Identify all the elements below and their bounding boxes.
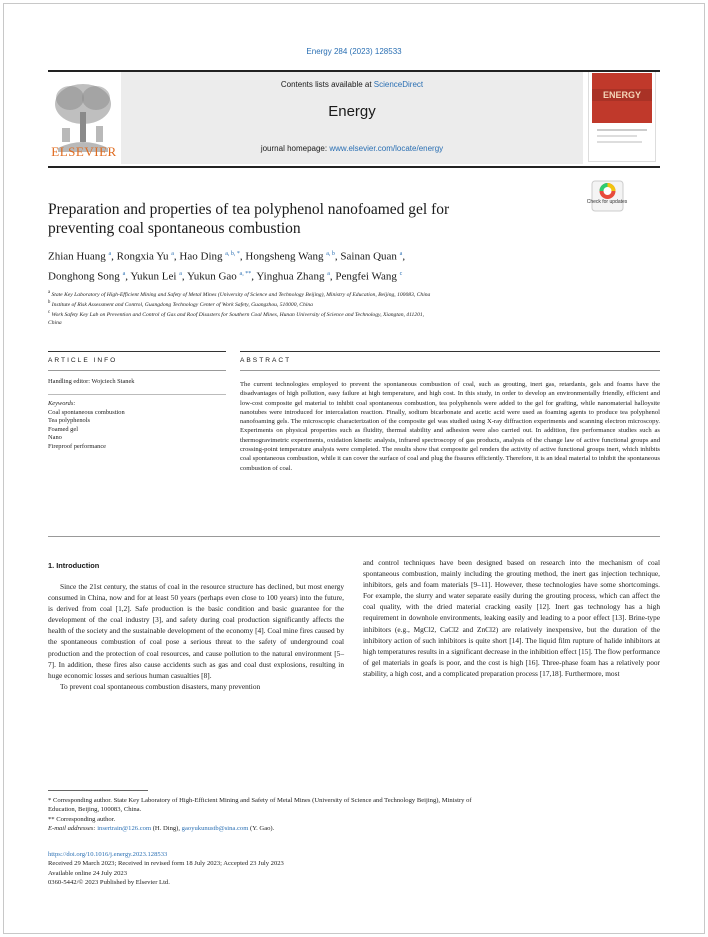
- info-rule-top: [48, 351, 226, 352]
- header-top-rule: [48, 70, 660, 72]
- author-name: Rongxia Yu: [116, 250, 169, 263]
- keyword-item: Coal spontaneous combustion: [48, 408, 125, 416]
- keywords-label: Keywords:: [48, 400, 76, 407]
- intro-left-column: [48, 581, 344, 692]
- journal-citation[interactable]: Energy 284 (2023) 128533: [306, 47, 402, 56]
- footnotes: [48, 796, 660, 834]
- affil-text: State Key Laboratory of High-Efficient Mining and Safety of Metal Mines (University of Science and Technology Beijing), Ministry of Education, Beijing, 100083, China: [51, 291, 431, 298]
- footnote-rule: [48, 790, 148, 791]
- author-affil-mark[interactable]: a: [179, 270, 182, 277]
- author-name: Hao Ding: [179, 250, 223, 263]
- journal-name: Energy: [328, 103, 376, 120]
- title-line-1: Preparation and properties of tea polyphenol nanofoamed gel for: [48, 201, 450, 218]
- keyword-item: Foamed gel: [48, 425, 78, 433]
- copyright: 0360-5442/© 2023 Published by Elsevier Ltd.: [48, 878, 170, 886]
- journal-homepage: [121, 144, 583, 153]
- contents-prefix: Contents lists available at: [280, 80, 374, 89]
- author-affil-mark[interactable]: a: [122, 270, 126, 277]
- abstract-text: The current technologies employed to prevent the spontaneous combustion of coal, such as grouting, inert gas, retardants, gels and foams have the disadvantages of high pollution, easy failure at high temperature, and high cost. In this study, in order to develop an environmentally friendly, efficient and low-cost composite gel material to inhibit coal spontaneous combustion, tea polyphenols were added to the gel for grafting, while nanomaterial halloysite nanotubes were introduced for intercalation reaction. Finally, sodium bicarbonate and acetic acid were used as foaming agents to produce tea polyphenol nanofoaming gels. The microscopic characterization of the composite gel was studied using X-ray diffraction experiments and scanning electron microscopy. Experiments on physical properties such as fluidity, thermal stability and adhesion were also carried out. In addition, fire performance studies such as thermogravimetric experiments, oxidation kinetic analysis, infrared spectroscopy of gas products, analysis of the change law of active functional groups and crossing-point temperature analysis were completed. The results show that composite gel renders the activity of active functional groups inert, which inhibits coal spontaneous combustion, while it can cover the surface of coal and plug the fissures efficiently. Therefore, it is an ideal material to inhibit the spontaneous combustion of coal.: [240, 381, 660, 472]
- email-label: E-mail addresses:: [48, 825, 98, 833]
- author-affil-mark[interactable]: a, b, *: [225, 251, 240, 257]
- keyword-item: Nano: [48, 434, 62, 442]
- keywords-block: [48, 400, 226, 452]
- author-name: Hongsheng Wang: [245, 250, 324, 263]
- affil-text: Institute of Risk Assessment and Control, Guangdong Technology Center of Work Safety, Guangzhou, 510000, China: [51, 302, 313, 309]
- homepage-prefix: journal homepage:: [260, 144, 330, 153]
- author-name: Yukun Lei: [130, 270, 177, 283]
- author-name: Pengfei Wang: [335, 270, 397, 283]
- corresponding-author-2: ** Corresponding author.: [48, 815, 116, 823]
- intro-paragraph-3: and control techniques have been designed based on research into the mechanism of coal spontaneous combustion, mainly including the grouting method, the inert gas injection technique, inhibitors, gels and foam materials [9–11]. However, these technologies have some shortcomings. For example, the slurry and water separate easily during the grouting process, which can affect the coal quality, with the dried material cracking easily [12]. Inert gas technology has a high requirement in downhole environments, leaking easily and leading to a poor effect [13]. Brine-type inhibitors (e.g., MgCl2, CaCl2 and ZnCl2) are relatively inexpensive, but the duration of the inhibitory action of such inhibitors is quite short [14]. The liquid film rupture of halide inhibitors at high temperatures results in a significant decrease in the inhibition effect [15]. The flow performance of gel materials in goafs is poor, and the cost is high [16]. Three-phase foam has a relatively poor stability, a high cost, and a complicated preparation process [17,18]. Furthermore, most: [363, 558, 660, 678]
- cover-art: [589, 71, 655, 161]
- homepage-link[interactable]: www.elsevier.com/locate/energy: [329, 144, 444, 153]
- author-name: Sainan Quan: [340, 250, 397, 263]
- doi-link[interactable]: https://doi.org/10.1016/j.energy.2023.128533: [48, 851, 168, 858]
- author-name: Donghong Song: [48, 270, 120, 283]
- contents-line: [121, 80, 583, 89]
- corresponding-author-1-cont: Education, Beijing, 100083, China.: [48, 806, 142, 814]
- author-affil-mark[interactable]: a: [108, 251, 112, 257]
- email-owner-gao: (Y. Gao).: [248, 825, 275, 833]
- check-for-updates-icon[interactable]: [591, 180, 624, 212]
- affil-mark: b: [48, 300, 51, 306]
- article-info-heading: ARTICLE INFO: [48, 357, 118, 364]
- keyword-item: Tea polyphenols: [48, 417, 90, 425]
- keyword-item: Fireproof performance: [48, 442, 107, 450]
- affil-mark: a: [48, 290, 51, 295]
- intro-paragraph-1: Since the 21st century, the status of coal in the resource structure has declined, but most energy consumed in China, now and for at least 50 years (perhaps even close to 100 years) into the future, is derived from coal [1,2]. Safe production is the basic condition and basic guarantee for the development of the coal industry [3], and safety during coal production significantly affects the health of the society and the sustainable development of the economy [4]. Coal mine fires caused by the spontaneous combustion of coal pose a serious threat to the safety of underground coal production and the protection of coal resources, and cause pollution to the natural environment [5–7]. In addition, these fires also cause accidents such as gas and coal dust explosions, resulting in huge economic losses and serious human casualties [8].: [48, 582, 344, 680]
- author-name: Yinghua Zhang: [256, 270, 325, 283]
- author-name: Yukun Gao: [186, 270, 237, 283]
- intro-heading: 1. Introduction: [48, 561, 100, 570]
- journal-cover-image[interactable]: [588, 70, 656, 162]
- affiliation-c-cont: [48, 319, 608, 327]
- author-list: [48, 246, 588, 285]
- sciencedirect-link[interactable]: ScienceDirect: [373, 80, 424, 89]
- author-affil-mark[interactable]: a: [399, 251, 403, 257]
- abstract-rule-bottom: [48, 536, 660, 537]
- received-dates: Received 29 March 2023; Received in revised form 18 July 2023; Accepted 23 July 2023: [48, 860, 284, 868]
- publication-info: [48, 850, 660, 887]
- available-online: Available online 24 July 2023: [48, 869, 127, 877]
- affiliation-c: [48, 309, 608, 319]
- article-title: [48, 200, 568, 238]
- title-line-2: preventing coal spontaneous combustion: [48, 220, 301, 237]
- author-line-1: Zhian Huang $^a$, Rongxia Yu $^a$, Hao Ding $^{a, b, *}$, Hongsheng Wang $^{a, b}$, Sainan Quan $^a$,: [48, 250, 406, 263]
- abstract-heading: ABSTRACT: [240, 357, 292, 364]
- affil-text: China: [48, 320, 62, 327]
- intro-right-column: [363, 557, 660, 679]
- check-for-updates-label[interactable]: Check for updates: [586, 199, 628, 205]
- elsevier-wordmark[interactable]: ELSEVIER: [51, 144, 117, 159]
- cover-title: ENERGY: [602, 90, 642, 100]
- affiliations: [48, 289, 608, 328]
- author-affil-mark[interactable]: a: [171, 251, 174, 257]
- author-affil-mark[interactable]: a: [327, 270, 330, 277]
- abstract-rule-mid: [240, 370, 660, 371]
- author-affil-mark[interactable]: a, b: [326, 251, 335, 257]
- affiliation-b: [48, 299, 608, 309]
- author-affil-mark[interactable]: c: [399, 270, 403, 277]
- info-rule-keywords: [48, 394, 226, 395]
- info-rule-mid: [48, 370, 226, 371]
- affiliation-a: [48, 289, 608, 299]
- affil-text: Work Safety Key Lab on Prevention and Control of Gas and Roof Disasters for Southern Coal Mines, Hunan University of Science and Technology, Xiangtan, 411201,: [51, 312, 425, 319]
- author-name: Zhian Huang: [48, 250, 106, 263]
- author-line-2: Donghong Song $^a$, Yukun Lei $^a$, Yukun Gao $^{a, **}$, Yinghua Zhang $^a$, Pengfei Wang $^c$: [48, 270, 403, 283]
- email-link-gao[interactable]: gaoyukunustb@sina.com: [181, 825, 249, 833]
- header-bottom-rule: [48, 166, 660, 168]
- email-owner-ding: (H. Ding),: [151, 825, 182, 833]
- abstract-rule-top: [240, 351, 660, 352]
- intro-paragraph-2: To prevent coal spontaneous combustion disasters, many prevention: [60, 681, 261, 691]
- affil-mark: c: [48, 310, 51, 316]
- handling-editor: Handling editor: Wojciech Stanek: [48, 378, 135, 385]
- email-link-ding[interactable]: insertrain@126.com: [97, 825, 152, 833]
- corresponding-author-1: * Corresponding author. State Key Laboratory of High-Efficient Mining and Safety of Metal Mines (University of Science and Technology Beijing), Ministry of: [48, 797, 472, 804]
- email-addresses: [48, 824, 660, 833]
- author-affil-mark[interactable]: a, **: [239, 270, 252, 277]
